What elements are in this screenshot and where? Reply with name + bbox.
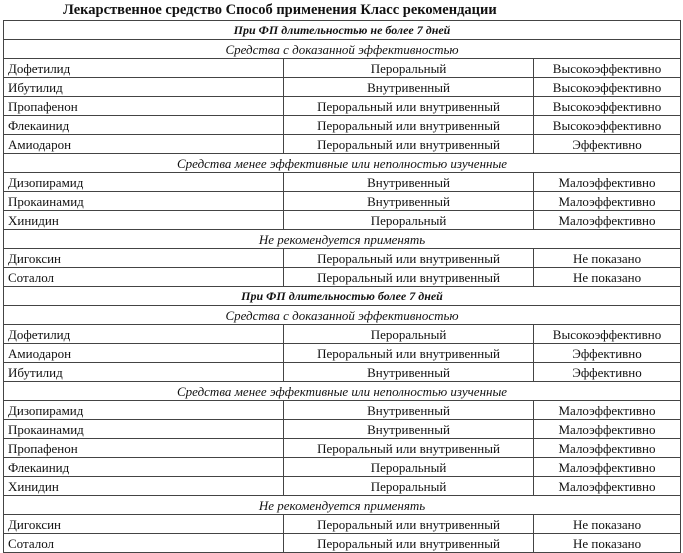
drug-name-cell: Пропафенон bbox=[4, 439, 284, 458]
drug-name-cell: Амиодарон bbox=[4, 344, 284, 363]
period-row bbox=[4, 287, 681, 306]
recommendation-class-cell: Высокоэффективно bbox=[534, 116, 681, 135]
table-header bbox=[0, 0, 683, 20]
group-label: Не рекомендуется применять bbox=[4, 496, 681, 515]
table-row bbox=[4, 116, 681, 135]
group-row bbox=[4, 40, 681, 59]
drug-name-cell: Дизопирамид bbox=[4, 401, 284, 420]
recommendation-class-cell: Не показано bbox=[534, 249, 681, 268]
table-row bbox=[4, 534, 681, 553]
table-row bbox=[4, 78, 681, 97]
route-cell: Внутривенный bbox=[284, 401, 534, 420]
recommendation-class-cell: Не показано bbox=[534, 268, 681, 287]
route-cell: Внутривенный bbox=[284, 192, 534, 211]
route-cell: Пероральный bbox=[284, 211, 534, 230]
table-row bbox=[4, 268, 681, 287]
period-row bbox=[4, 21, 681, 40]
recommendation-class-cell: Малоэффективно bbox=[534, 458, 681, 477]
recommendation-class-cell: Не показано bbox=[534, 515, 681, 534]
recommendation-class-cell: Малоэффективно bbox=[534, 477, 681, 496]
drug-name-cell: Дигоксин bbox=[4, 249, 284, 268]
drug-name-cell: Пропафенон bbox=[4, 97, 284, 116]
table-row bbox=[4, 477, 681, 496]
group-label: Средства с доказанной эффективностью bbox=[4, 306, 681, 325]
group-row bbox=[4, 496, 681, 515]
recommendation-class-cell: Малоэффективно bbox=[534, 401, 681, 420]
drug-name-cell: Дигоксин bbox=[4, 515, 284, 534]
table-row bbox=[4, 363, 681, 382]
drug-name-cell: Флекаинид bbox=[4, 116, 284, 135]
drug-name-cell: Дизопирамид bbox=[4, 173, 284, 192]
drug-name-cell: Хинидин bbox=[4, 211, 284, 230]
table-row bbox=[4, 325, 681, 344]
route-cell: Пероральный или внутривенный bbox=[284, 268, 534, 287]
drug-name-cell: Ибутилид bbox=[4, 363, 284, 382]
drug-name-cell: Амиодарон bbox=[4, 135, 284, 154]
recommendation-class-cell: Малоэффективно bbox=[534, 439, 681, 458]
group-label: Средства менее эффективные или неполностью изученные bbox=[4, 382, 681, 401]
recommendation-class-cell: Малоэффективно bbox=[534, 173, 681, 192]
recommendation-class-cell: Эффективно bbox=[534, 344, 681, 363]
route-cell: Пероральный или внутривенный bbox=[284, 534, 534, 553]
route-cell: Пероральный bbox=[284, 477, 534, 496]
table-row bbox=[4, 439, 681, 458]
group-label: Средства менее эффективные или неполностью изученные bbox=[4, 154, 681, 173]
route-cell: Внутривенный bbox=[284, 173, 534, 192]
table-row bbox=[4, 515, 681, 534]
route-cell: Пероральный или внутривенный bbox=[284, 249, 534, 268]
route-cell: Пероральный bbox=[284, 458, 534, 477]
route-cell: Внутривенный bbox=[284, 363, 534, 382]
table-body bbox=[4, 21, 681, 553]
drug-name-cell: Ибутилид bbox=[4, 78, 284, 97]
route-cell: Внутривенный bbox=[284, 78, 534, 97]
period-title: При ФП длительностью более 7 дней bbox=[4, 287, 681, 306]
route-cell: Пероральный или внутривенный bbox=[284, 344, 534, 363]
drug-name-cell: Прокаинамид bbox=[4, 192, 284, 211]
recommendation-class-cell: Не показано bbox=[534, 534, 681, 553]
table-row bbox=[4, 97, 681, 116]
route-cell: Пероральный или внутривенный bbox=[284, 135, 534, 154]
drug-name-cell: Соталол bbox=[4, 268, 284, 287]
table-row bbox=[4, 249, 681, 268]
drug-name-cell: Дофетилид bbox=[4, 325, 284, 344]
drug-name-cell: Дофетилид bbox=[4, 59, 284, 78]
group-row bbox=[4, 230, 681, 249]
recommendation-table bbox=[3, 20, 681, 553]
drug-name-cell: Флекаинид bbox=[4, 458, 284, 477]
route-cell: Пероральный или внутривенный bbox=[284, 97, 534, 116]
group-row bbox=[4, 382, 681, 401]
route-cell: Пероральный или внутривенный bbox=[284, 439, 534, 458]
drug-name-cell: Хинидин bbox=[4, 477, 284, 496]
table-row bbox=[4, 173, 681, 192]
period-title: При ФП длительностью не более 7 дней bbox=[4, 21, 681, 40]
recommendation-class-cell: Эффективно bbox=[534, 363, 681, 382]
table-row bbox=[4, 135, 681, 154]
table-row bbox=[4, 344, 681, 363]
route-cell: Пероральный или внутривенный bbox=[284, 515, 534, 534]
table-header-text: Лекарственное средство Способ применения Класс рекомендации bbox=[63, 2, 497, 18]
route-cell: Внутривенный bbox=[284, 420, 534, 439]
recommendation-class-cell: Высокоэффективно bbox=[534, 78, 681, 97]
recommendation-class-cell: Малоэффективно bbox=[534, 420, 681, 439]
group-row bbox=[4, 306, 681, 325]
drug-name-cell: Прокаинамид bbox=[4, 420, 284, 439]
table-row bbox=[4, 401, 681, 420]
group-label: Не рекомендуется применять bbox=[4, 230, 681, 249]
recommendation-class-cell: Малоэффективно bbox=[534, 192, 681, 211]
table-row bbox=[4, 59, 681, 78]
recommendation-class-cell: Высокоэффективно bbox=[534, 325, 681, 344]
route-cell: Пероральный или внутривенный bbox=[284, 116, 534, 135]
drug-name-cell: Соталол bbox=[4, 534, 284, 553]
route-cell: Пероральный bbox=[284, 59, 534, 78]
group-row bbox=[4, 154, 681, 173]
recommendation-class-cell: Высокоэффективно bbox=[534, 97, 681, 116]
route-cell: Пероральный bbox=[284, 325, 534, 344]
recommendation-class-cell: Высокоэффективно bbox=[534, 59, 681, 78]
table-row bbox=[4, 420, 681, 439]
table-row bbox=[4, 192, 681, 211]
table-row bbox=[4, 211, 681, 230]
recommendation-class-cell: Эффективно bbox=[534, 135, 681, 154]
group-label: Средства с доказанной эффективностью bbox=[4, 40, 681, 59]
table-row bbox=[4, 458, 681, 477]
recommendation-class-cell: Малоэффективно bbox=[534, 211, 681, 230]
